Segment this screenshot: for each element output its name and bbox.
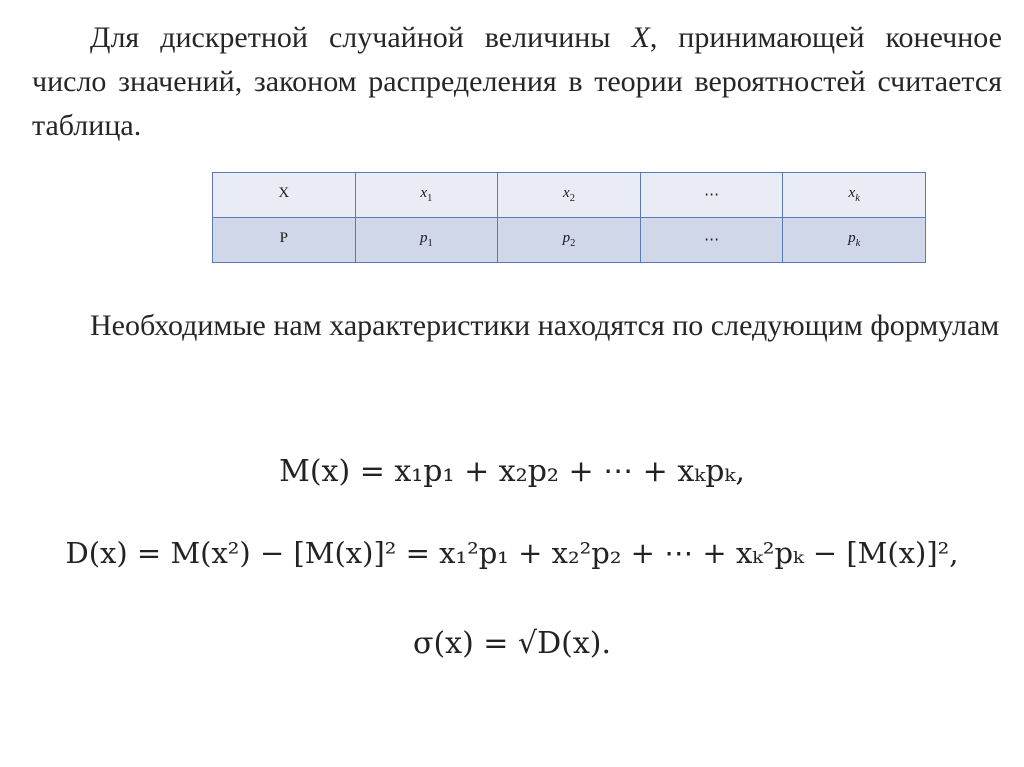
intro-text-part2: , принимающей конечное число значений, законом распределения в теории вероятностей считается таблица. (32, 21, 1002, 142)
formulas-intro-paragraph (32, 304, 1002, 348)
table-cell: $x_2$ (498, 173, 641, 218)
mean-formula: M(x) = x₁p₁ + x₂p₂ + ⋯ + xₖpₖ, (279, 454, 745, 489)
row-header-x: X (213, 173, 356, 218)
distribution-table (212, 172, 926, 263)
variance-formula: D(x) = M(x²) − [M(x)]² = x₁²p₁ + x₂²p₂ + ⋯ + xₖ²pₖ − [M(x)]², (65, 536, 959, 570)
intro-paragraph (32, 16, 1002, 148)
variable-x: X (631, 21, 650, 54)
table-row (213, 218, 926, 263)
table-cell: $p_2$ (498, 218, 641, 263)
table-cell: ⋯ (640, 173, 783, 218)
row-header-p: P (213, 218, 356, 263)
std-formula: σ(x) = √D(x). (412, 626, 612, 661)
table-cell: $p_k$ (783, 218, 926, 263)
intro-text-part1: Для дискретной случайной величины (90, 21, 632, 54)
table-cell: $x_1$ (355, 173, 498, 218)
table-row (213, 173, 926, 218)
table-cell: $x_k$ (783, 173, 926, 218)
table-cell: $p_1$ (355, 218, 498, 263)
formulas-intro-text: Необходимые нам характеристики находятся по следующим формулам (90, 309, 1000, 342)
table-cell: ⋯ (640, 218, 783, 263)
